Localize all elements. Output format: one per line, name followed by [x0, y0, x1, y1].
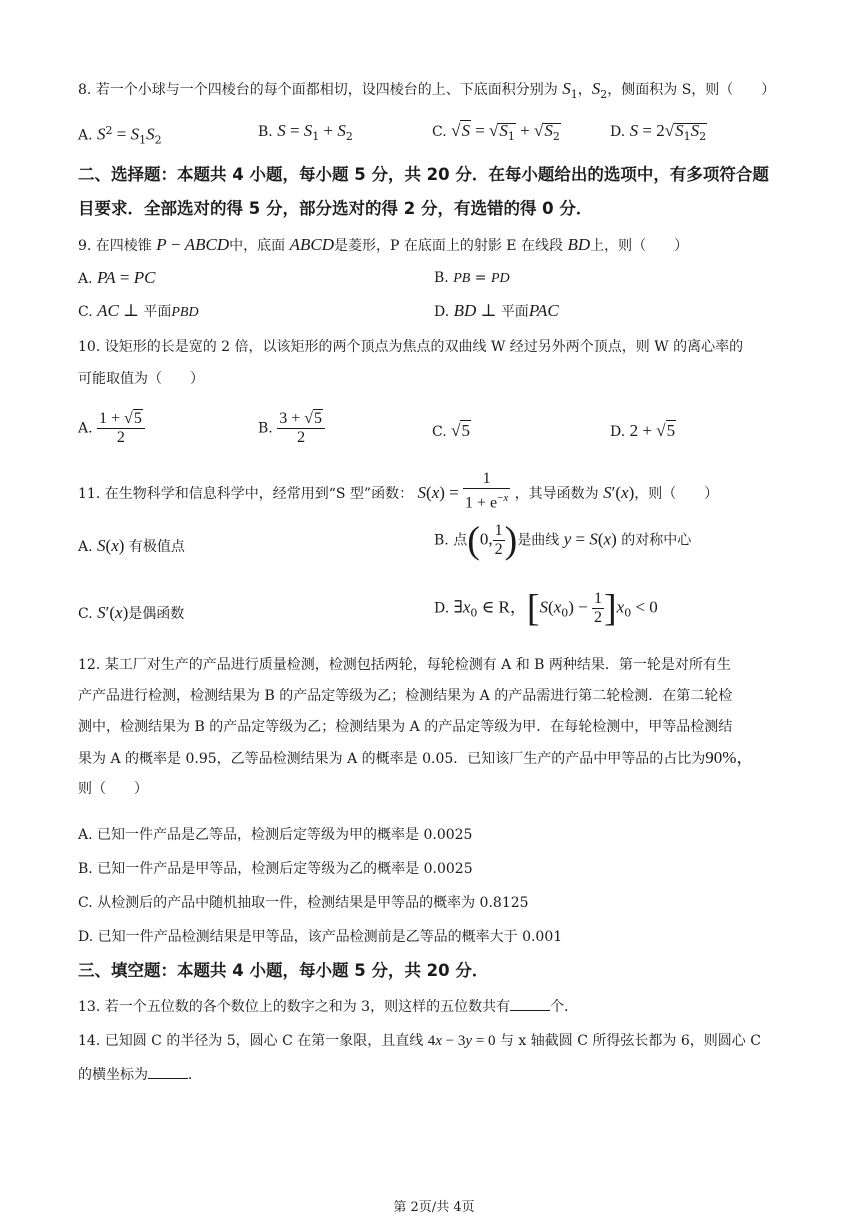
- q8-option-c[interactable]: C. $√S = √S_1 + √S_2$: [432, 121, 560, 143]
- section-2-heading: 二、选择题：本题共 4 小题，每小题 5 分，共 20 分．在每小题给出的选项中，有多项符合题: [78, 165, 769, 184]
- q14-stem: 14. 已知圆 C 的半径为 5，圆心 C 在第一象限，且直线 4x − 3y = 0 与 x 轴截圆 C 所得弦长都为 6，则圆心 C: [78, 1033, 761, 1049]
- q8-stem: 8. 若一个小球与一个四棱台的每个面都相切，设四棱台的上、下底面积分别为 $S_1$，$S_2$，侧面积为 S，则（ ）: [78, 79, 776, 101]
- q12-option-c[interactable]: C. 从检测后的产品中随机抽取一件，检测结果是甲等品的概率为 0.8125: [78, 895, 529, 911]
- q9-option-c[interactable]: C. AC ⊥ 平面PBD: [78, 301, 199, 320]
- q12-stem-2: 产产品进行检测，检测结果为 B 的产品定等级为乙；检测结果为 A 的产品需进行第二轮检测．在第二轮检: [78, 688, 733, 704]
- q12-option-a[interactable]: A. 已知一件产品是乙等品，检测后定等级为甲的概率是 0.0025: [78, 827, 473, 843]
- q9-stem: 9. 在四棱锥 P − ABCD中，底面 ABCD是菱形，P 在底面上的射影 E 在线段 BD上，则（ ）: [78, 235, 689, 254]
- q11-option-d[interactable]: D. $\exists x_0$ ∈ R，[$S(x_0)$ − $\frac{1}{2}$ ]$x_0 < 0$: [434, 587, 658, 630]
- q12-option-d[interactable]: D. 已知一件产品检测结果是甲等品，该产品检测前是乙等品的概率大于 0.001: [78, 929, 563, 945]
- page-footer: 第 2页/共 4页: [393, 1200, 475, 1215]
- q8-option-b[interactable]: B. $S = S_1 + S_2$: [258, 121, 353, 143]
- q9-option-a[interactable]: A. PA = PC: [78, 268, 156, 287]
- q8-option-d[interactable]: D. $S = 2√S_1S_2$: [610, 121, 707, 143]
- q10-option-b[interactable]: B. $\frac{3 + √5}{2}$: [258, 410, 325, 447]
- q10-stem-cont: 可能取值为（ ）: [78, 371, 204, 387]
- q8-option-a[interactable]: A. $S^2 = S_1S_2$: [78, 124, 162, 147]
- q12-stem-5: 则（ ）: [78, 781, 148, 797]
- q9-option-b[interactable]: B. PB = PD: [434, 270, 510, 286]
- q10-option-c[interactable]: C. √5: [432, 421, 470, 440]
- q11-option-a[interactable]: A. S(x) 有极值点: [78, 536, 185, 555]
- q14-answer-blank[interactable]: [148, 1064, 188, 1079]
- q13-stem: 13. 若一个五位数的各个数位上的数字之和为 3，则这样的五位数共有 个．: [78, 996, 808, 1018]
- q12-stem-1: 12. 某工厂对生产的产品进行质量检测，检测包括两轮，每轮检测有 A 和 B 两种结果．第一轮是对所有生: [78, 657, 731, 673]
- q10-option-a[interactable]: A. $\frac{1 + √5}{2}$: [78, 410, 145, 447]
- q11-option-b[interactable]: B. 点(0, $\frac{1}{2}$ )是曲线 y = S(x) 的对称中心: [434, 519, 692, 562]
- q10-stem: 10. 设矩形的长是宽的 2 倍，以该矩形的两个顶点为焦点的双曲线 W 经过另外两个顶点，则 W 的离心率的: [78, 339, 744, 355]
- q12-option-b[interactable]: B. 已知一件产品是甲等品，检测后定等级为乙的概率是 0.0025: [78, 861, 473, 877]
- q9-option-d[interactable]: D. BD ⊥ 平面PAC: [434, 301, 559, 320]
- q13-answer-blank[interactable]: [510, 996, 550, 1011]
- section-3-heading: 三、填空题：本题共 4 小题，每小题 5 分，共 20 分．: [78, 961, 489, 980]
- q14-stem-cont: 的横坐标为 ．: [78, 1064, 808, 1086]
- q11-stem: 11. 在生物科学和信息科学中，经常用到“S 型”函数： S(x) = $\frac{1}{1 + e^{-x}}$ ，其导函数为 S′(x)，则（ ）: [78, 470, 719, 512]
- q10-option-d[interactable]: D. 2 + √5: [610, 421, 676, 440]
- section-2-heading-cont: 目要求．全部选对的得 5 分，部分选对的得 2 分，有选错的得 0 分．: [78, 199, 593, 218]
- q11-option-c[interactable]: C. S′(x)是偶函数: [78, 603, 185, 622]
- q12-stem-4: 果为 A 的概率是 0.95，乙等品检测结果为 A 的概率是 0.05．已知该厂生产的产品中甲等品的占比为90%，: [78, 748, 754, 767]
- q12-stem-3: 测中，检测结果为 B 的产品定等级为乙；检测结果为 A 的产品定等级为甲．在每轮检测中，甲等品检测结: [78, 719, 733, 735]
